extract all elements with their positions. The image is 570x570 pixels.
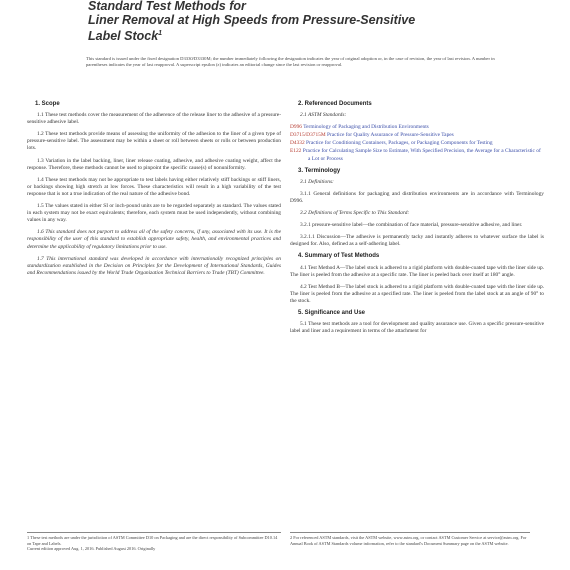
reference-title[interactable]: Practice for Conditioning Containers, Packages, or Packaging Components for Testing [306, 140, 493, 147]
right-column [290, 97, 544, 340]
reference-item[interactable] [290, 124, 544, 131]
paragraph-5-1: 5.1 These test methods are a tool for development and quality assurance use. Given a specific pressure-sensitive label and liner and a requirement in terms of the attachment for [290, 321, 544, 335]
paragraph-1-3: 1.3 Variation in the label backing, liner, liner release coating, adhesive, and adhesive coating weight, affect the response. Therefore, these methods cannot be used to pinpoint the specific cause(s) of nonuniformity. [27, 157, 281, 171]
paragraph-4-1: 4.1 Test Method A—The label stock is adhered to a rigid platform with double-coated tape with the liner side up. The liner is peeled from the adhesive at a specific rate. The liner is peeled back over itself at 180° angle. [290, 264, 544, 278]
paragraph-1-2: 1.2 These test methods provide means of assessing the uniformity of the adhesion to the liner of a given type of pressure-sensitive label. The assessment may be within a sheet or roll between sheets or rolls or between production lots. [27, 131, 281, 152]
reference-title[interactable]: Practice for Quality Assurance of Pressure-Sensitive Tapes [327, 132, 454, 139]
paragraph-1-1: 1.1 These test methods cover the measurement of the adherence of the release liner to the adhesive of a pressure-sensitive adhesive label. [27, 112, 281, 126]
reference-code[interactable]: D3715/D3715M [290, 132, 326, 139]
paragraph-4-2: 4.2 Test Method B—The label stock is adhered to a rigid platform with double-coated tape with the liner side up. The liner is peeled from the adhesive at a specified rate. The liner is peeled from the label stock at an angle of 90° to the stock. [290, 283, 544, 304]
title-line-2: Liner Removal at High Speeds from Pressure-Sensitive [88, 13, 416, 27]
section-heading-terminology: 3. Terminology [298, 167, 341, 174]
paragraph-3-1: 3.1 Definitions: [300, 178, 334, 185]
paragraph-1-6: 1.6 This standard does not purport to address all of the safety concerns, if any, associated with its use. It is the responsibility of the user of this standard to establish appropriate safety, health, and environmental practices and determine the applicability of regulatory limitations prior to use. [27, 229, 281, 250]
reference-item[interactable] [290, 148, 544, 162]
footnote-right: 2 For referenced ASTM standards, visit the ASTM website, www.astm.org, or contact ASTM Customer Service at service@astm.org. For Annual Book of ASTM Standards volume information, refer to the standard's Document Summary page on the ASTM website. [290, 532, 530, 546]
footnote-left [27, 532, 281, 552]
paragraph-3-1-1: 3.1.1 General definitions for packaging and distribution environments are in accordance with Terminology D996. [290, 190, 544, 204]
reference-code[interactable]: D996 [290, 124, 302, 131]
title-line-3-text: Label Stock [88, 29, 159, 44]
document-title [88, 0, 508, 43]
paragraph-1-5: 1.5 The values stated in either SI or inch-pound units are to be regarded separately as standard. The values stated in each system may not be exact equivalents; therefore, each system must be used independently, without combining values in any way. [27, 203, 281, 224]
left-column [27, 97, 281, 282]
title-footnote-marker: 1 [158, 30, 163, 37]
paragraph-1-4: 1.4 These test methods may not be appropriate to test labels having either relatively stiff backings or stiff liners, or backings showing high stretch at low forces. These characteristics will result in a high variability of the test response that is not a true indication of the real nature of the adhesive bond. [27, 176, 281, 197]
paragraph-3-2: 3.2 Definitions of Terms Specific to This Standard: [300, 210, 410, 217]
section-heading-significance: 5. Significance and Use [298, 309, 366, 316]
reference-item[interactable] [290, 140, 544, 147]
designation-notice: This standard is issued under the fixed designation D3330/D3330M; the number immediately following the designation indicates the year of original adoption or, in the case of revision, the year of last revision. A number in parentheses indicates the year of last reapproval. A superscript epsilon (ε) indicates an editorial change since the last revision or reapproval. [86, 56, 495, 67]
paragraph-1-7: 1.7 This international standard was developed in accordance with internationally recognized principles on standardization established in the Decision on Principles for the Development of International Standards, Guides and Recommendations issued by the World Trade Organization Technical Barriers to Trade (TBT) Committee. [27, 255, 281, 276]
section-heading-referenced-documents: 2. Referenced Documents [298, 101, 372, 107]
title-line-3 [88, 27, 508, 43]
reference-code[interactable]: D4332 [290, 140, 305, 147]
reference-code[interactable]: E122 [290, 148, 302, 155]
reference-title[interactable]: Terminology of Packaging and Distribution Environments [303, 124, 429, 131]
section-heading-summary: 4. Summary of Test Methods [298, 253, 380, 260]
title-line-1: Standard Test Methods for [88, 0, 246, 13]
footnote-1: 1 These test methods are under the jurisdiction of ASTM Committee D10 on Packaging and are the direct responsibility of Subcommittee D10.14 on Tape and Labels. [27, 535, 278, 546]
section-heading-scope: 1. Scope [35, 101, 60, 107]
paragraph-3-2-1-1: 3.2.1.1 Discussion—The adhesive is permanently tacky and instantly adheres to whatever surface the label is designed for. Also, defined as a self-adhering label. [290, 234, 544, 248]
footnote-1-edition: Current edition approved Aug. 1, 2016. Published August 2016. Originally [27, 546, 156, 552]
reference-item[interactable] [290, 132, 544, 139]
paragraph-3-2-1: 3.2.1 pressure-sensitive label—the combination of face material, pressure-sensitive adhesive, and liner. [300, 222, 523, 229]
reference-title[interactable]: Practice for Calculating Sample Size to Estimate, With Specified Precision, the Average for a Characteristic of a Lot or Process [302, 148, 541, 162]
paragraph-2-1: 2.1 ASTM Standards: [300, 112, 347, 119]
